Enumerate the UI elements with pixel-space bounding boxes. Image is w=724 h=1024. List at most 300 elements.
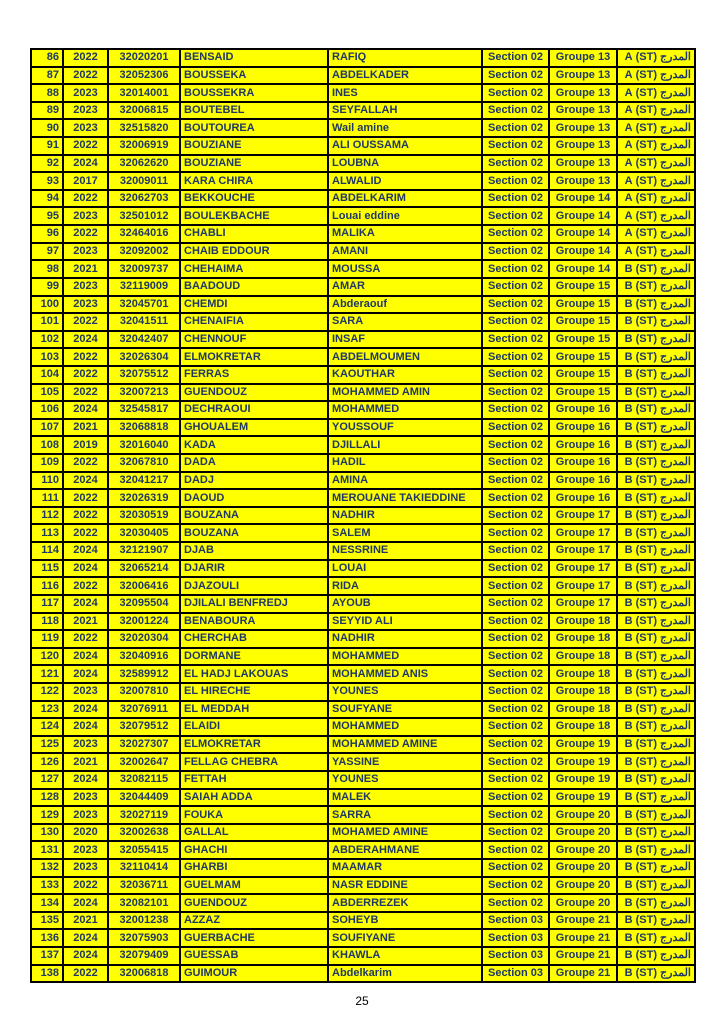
cell-section: Section 02 [482,84,549,102]
cell-section: Section 03 [482,912,549,930]
cell-groupe: Groupe 16 [549,401,617,419]
cell-firstname: YASSINE [328,753,482,771]
cell-surname: BOUZIANE [180,155,328,173]
cell-section: Section 02 [482,137,549,155]
cell-matricule: 32026304 [108,348,180,366]
table-row [31,384,695,402]
cell-amphi: المدرج (ST) B [617,313,695,331]
cell-amphi: المدرج (ST) B [617,789,695,807]
cell-matricule: 32095504 [108,595,180,613]
cell-num: 90 [31,119,63,137]
cell-groupe: Groupe 19 [549,736,617,754]
cell-year: 2020 [63,824,108,842]
cell-groupe: Groupe 15 [549,296,617,314]
cell-year: 2024 [63,894,108,912]
cell-num: 125 [31,736,63,754]
cell-section: Section 03 [482,929,549,947]
cell-firstname: NESSRINE [328,542,482,560]
cell-groupe: Groupe 17 [549,542,617,560]
table-row [31,701,695,719]
cell-num: 119 [31,630,63,648]
cell-groupe: Groupe 20 [549,859,617,877]
cell-num: 113 [31,524,63,542]
cell-year: 2023 [63,789,108,807]
cell-section: Section 02 [482,419,549,437]
cell-num: 99 [31,278,63,296]
cell-section: Section 02 [482,401,549,419]
cell-matricule: 32002647 [108,753,180,771]
cell-matricule: 32016040 [108,436,180,454]
cell-firstname: RIDA [328,577,482,595]
cell-groupe: Groupe 19 [549,771,617,789]
cell-firstname: HADIL [328,454,482,472]
cell-section: Section 02 [482,613,549,631]
table-row [31,560,695,578]
cell-groupe: Groupe 20 [549,841,617,859]
cell-firstname: KHAWLA [328,947,482,965]
cell-year: 2023 [63,296,108,314]
cell-firstname: MOHAMMED AMINE [328,736,482,754]
cell-year: 2024 [63,929,108,947]
cell-matricule: 32006818 [108,965,180,983]
cell-surname: GHARBI [180,859,328,877]
cell-surname: CHEHAIMA [180,260,328,278]
cell-surname: BOUZIANE [180,137,328,155]
cell-groupe: Groupe 21 [549,965,617,983]
cell-surname: DADA [180,454,328,472]
cell-year: 2017 [63,172,108,190]
cell-surname: BOUSSEKRA [180,84,328,102]
cell-surname: GUELMAM [180,877,328,895]
cell-surname: BOUZANA [180,524,328,542]
table-row [31,190,695,208]
cell-groupe: Groupe 18 [549,613,617,631]
cell-year: 2022 [63,507,108,525]
cell-groupe: Groupe 21 [549,912,617,930]
cell-amphi: المدرج (ST) B [617,665,695,683]
cell-amphi: المدرج (ST) B [617,753,695,771]
table-row [31,102,695,120]
table-row [31,172,695,190]
cell-matricule: 32121907 [108,542,180,560]
cell-section: Section 02 [482,806,549,824]
table-row [31,524,695,542]
cell-amphi: المدرج (ST) A [617,190,695,208]
cell-firstname: INSAF [328,331,482,349]
cell-year: 2022 [63,225,108,243]
cell-firstname: SARA [328,313,482,331]
cell-section: Section 02 [482,560,549,578]
cell-num: 136 [31,929,63,947]
cell-amphi: المدرج (ST) A [617,102,695,120]
table-row [31,771,695,789]
cell-year: 2022 [63,384,108,402]
cell-groupe: Groupe 19 [549,789,617,807]
cell-num: 102 [31,331,63,349]
cell-section: Section 02 [482,331,549,349]
cell-surname: GUENDOUZ [180,384,328,402]
table-row [31,577,695,595]
cell-year: 2023 [63,119,108,137]
cell-groupe: Groupe 18 [549,701,617,719]
table-row [31,296,695,314]
cell-surname: AZZAZ [180,912,328,930]
cell-firstname: ABDERAHMANE [328,841,482,859]
cell-matricule: 32006919 [108,137,180,155]
cell-num: 95 [31,207,63,225]
cell-amphi: المدرج (ST) B [617,894,695,912]
cell-section: Section 02 [482,789,549,807]
cell-section: Section 02 [482,278,549,296]
cell-num: 137 [31,947,63,965]
cell-groupe: Groupe 13 [549,172,617,190]
cell-amphi: المدرج (ST) B [617,929,695,947]
cell-num: 96 [31,225,63,243]
cell-num: 114 [31,542,63,560]
cell-num: 124 [31,718,63,736]
cell-surname: BOUTEBEL [180,102,328,120]
cell-amphi: المدرج (ST) B [617,736,695,754]
cell-groupe: Groupe 20 [549,894,617,912]
cell-num: 101 [31,313,63,331]
cell-surname: KADA [180,436,328,454]
cell-firstname: LOUAI [328,560,482,578]
cell-num: 104 [31,366,63,384]
cell-year: 2024 [63,331,108,349]
table-row [31,965,695,983]
cell-matricule: 32065214 [108,560,180,578]
cell-groupe: Groupe 14 [549,243,617,261]
table-row [31,753,695,771]
cell-groupe: Groupe 21 [549,947,617,965]
student-table-body [31,49,695,982]
cell-firstname: MOHAMMED [328,648,482,666]
cell-groupe: Groupe 13 [549,155,617,173]
cell-year: 2023 [63,859,108,877]
cell-num: 93 [31,172,63,190]
table-row [31,207,695,225]
cell-num: 88 [31,84,63,102]
cell-num: 133 [31,877,63,895]
cell-surname: EL HADJ LAKOUAS [180,665,328,683]
cell-matricule: 32006416 [108,577,180,595]
cell-groupe: Groupe 17 [549,507,617,525]
cell-firstname: ABDELMOUMEN [328,348,482,366]
cell-section: Section 02 [482,877,549,895]
cell-groupe: Groupe 13 [549,119,617,137]
table-row [31,67,695,85]
cell-num: 106 [31,401,63,419]
cell-section: Section 02 [482,718,549,736]
cell-firstname: MALEK [328,789,482,807]
cell-firstname: SARRA [328,806,482,824]
cell-year: 2024 [63,665,108,683]
cell-year: 2024 [63,648,108,666]
cell-amphi: المدرج (ST) B [617,630,695,648]
cell-num: 138 [31,965,63,983]
cell-num: 123 [31,701,63,719]
cell-surname: CHEMDI [180,296,328,314]
cell-section: Section 03 [482,965,549,983]
cell-matricule: 32027307 [108,736,180,754]
cell-amphi: المدرج (ST) B [617,348,695,366]
cell-matricule: 32075512 [108,366,180,384]
cell-amphi: المدرج (ST) B [617,278,695,296]
cell-groupe: Groupe 15 [549,366,617,384]
cell-amphi: المدرج (ST) B [617,472,695,490]
cell-firstname: ALWALID [328,172,482,190]
cell-surname: FETTAH [180,771,328,789]
cell-amphi: المدرج (ST) B [617,965,695,983]
cell-num: 91 [31,137,63,155]
table-row [31,401,695,419]
cell-groupe: Groupe 20 [549,877,617,895]
cell-section: Section 02 [482,225,549,243]
cell-num: 126 [31,753,63,771]
cell-groupe: Groupe 14 [549,260,617,278]
table-row [31,348,695,366]
cell-groupe: Groupe 21 [549,929,617,947]
cell-amphi: المدرج (ST) B [617,436,695,454]
cell-matricule: 32040916 [108,648,180,666]
cell-year: 2024 [63,155,108,173]
cell-amphi: المدرج (ST) A [617,172,695,190]
table-row [31,155,695,173]
cell-surname: DJILALI BENFREDJ [180,595,328,613]
cell-num: 127 [31,771,63,789]
cell-amphi: المدرج (ST) B [617,507,695,525]
table-row [31,278,695,296]
cell-year: 2024 [63,718,108,736]
cell-section: Section 02 [482,524,549,542]
cell-matricule: 32042407 [108,331,180,349]
cell-surname: BOUSSEKA [180,67,328,85]
table-row [31,859,695,877]
cell-matricule: 32009737 [108,260,180,278]
cell-amphi: المدرج (ST) B [617,595,695,613]
cell-surname: SAIAH ADDA [180,789,328,807]
cell-groupe: Groupe 15 [549,348,617,366]
cell-groupe: Groupe 14 [549,225,617,243]
cell-firstname: SOUFIYANE [328,929,482,947]
cell-num: 130 [31,824,63,842]
cell-firstname: YOUNES [328,771,482,789]
cell-surname: EL MEDDAH [180,701,328,719]
cell-section: Section 02 [482,172,549,190]
table-row [31,507,695,525]
cell-section: Section 02 [482,824,549,842]
cell-firstname: LOUBNA [328,155,482,173]
cell-section: Section 02 [482,648,549,666]
cell-num: 86 [31,49,63,67]
cell-amphi: المدرج (ST) A [617,119,695,137]
table-row [31,841,695,859]
cell-matricule: 32515820 [108,119,180,137]
cell-firstname: AMANI [328,243,482,261]
cell-year: 2022 [63,577,108,595]
cell-firstname: NADHIR [328,630,482,648]
table-row [31,630,695,648]
cell-section: Section 02 [482,577,549,595]
table-row [31,419,695,437]
cell-matricule: 32036711 [108,877,180,895]
cell-num: 121 [31,665,63,683]
table-row [31,789,695,807]
cell-matricule: 32075903 [108,929,180,947]
cell-groupe: Groupe 18 [549,630,617,648]
cell-firstname: MALIKA [328,225,482,243]
table-row [31,84,695,102]
cell-num: 87 [31,67,63,85]
cell-section: Section 02 [482,296,549,314]
cell-firstname: AMINA [328,472,482,490]
cell-matricule: 32092002 [108,243,180,261]
cell-num: 116 [31,577,63,595]
cell-matricule: 32068818 [108,419,180,437]
cell-firstname: SOHEYB [328,912,482,930]
table-row [31,736,695,754]
cell-section: Section 02 [482,454,549,472]
table-row [31,454,695,472]
cell-section: Section 02 [482,49,549,67]
cell-num: 122 [31,683,63,701]
cell-firstname: YOUNES [328,683,482,701]
table-row [31,665,695,683]
cell-year: 2023 [63,806,108,824]
cell-firstname: AMAR [328,278,482,296]
cell-num: 131 [31,841,63,859]
cell-num: 98 [31,260,63,278]
cell-amphi: المدرج (ST) B [617,331,695,349]
cell-matricule: 32589912 [108,665,180,683]
cell-matricule: 32014001 [108,84,180,102]
cell-matricule: 32001238 [108,912,180,930]
cell-amphi: المدرج (ST) B [617,877,695,895]
cell-surname: ELAIDI [180,718,328,736]
cell-amphi: المدرج (ST) B [617,771,695,789]
cell-groupe: Groupe 18 [549,683,617,701]
cell-year: 2023 [63,84,108,102]
table-row [31,313,695,331]
cell-matricule: 32082115 [108,771,180,789]
cell-year: 2024 [63,771,108,789]
cell-surname: ELMOKRETAR [180,736,328,754]
cell-section: Section 02 [482,507,549,525]
cell-amphi: المدرج (ST) B [617,841,695,859]
cell-section: Section 02 [482,155,549,173]
table-row [31,683,695,701]
cell-groupe: Groupe 17 [549,560,617,578]
cell-firstname: AYOUB [328,595,482,613]
cell-num: 107 [31,419,63,437]
cell-surname: BOUTOUREA [180,119,328,137]
table-row [31,331,695,349]
cell-groupe: Groupe 18 [549,665,617,683]
cell-matricule: 32007213 [108,384,180,402]
cell-section: Section 02 [482,313,549,331]
cell-amphi: المدرج (ST) A [617,137,695,155]
cell-matricule: 32030405 [108,524,180,542]
cell-num: 100 [31,296,63,314]
cell-surname: BAADOUD [180,278,328,296]
cell-surname: GUESSAB [180,947,328,965]
cell-matricule: 32026319 [108,489,180,507]
cell-firstname: MOUSSA [328,260,482,278]
cell-surname: GHACHI [180,841,328,859]
cell-surname: DECHRAOUI [180,401,328,419]
cell-groupe: Groupe 13 [549,84,617,102]
cell-section: Section 02 [482,542,549,560]
cell-year: 2022 [63,67,108,85]
cell-matricule: 32041511 [108,313,180,331]
cell-amphi: المدرج (ST) B [617,542,695,560]
cell-firstname: NADHIR [328,507,482,525]
cell-matricule: 32055415 [108,841,180,859]
cell-num: 108 [31,436,63,454]
cell-amphi: المدرج (ST) A [617,67,695,85]
cell-surname: CHENAIFIA [180,313,328,331]
cell-year: 2024 [63,472,108,490]
table-row [31,436,695,454]
cell-firstname: Wail amine [328,119,482,137]
cell-num: 92 [31,155,63,173]
cell-year: 2024 [63,595,108,613]
cell-num: 110 [31,472,63,490]
cell-year: 2021 [63,613,108,631]
cell-year: 2022 [63,877,108,895]
cell-amphi: المدرج (ST) B [617,806,695,824]
cell-amphi: المدرج (ST) A [617,155,695,173]
cell-surname: CHERCHAB [180,630,328,648]
cell-surname: GUIMOUR [180,965,328,983]
cell-amphi: المدرج (ST) B [617,366,695,384]
cell-year: 2023 [63,102,108,120]
cell-surname: CHAIB EDDOUR [180,243,328,261]
cell-groupe: Groupe 20 [549,806,617,824]
cell-groupe: Groupe 17 [549,524,617,542]
cell-firstname: ABDELKARIM [328,190,482,208]
cell-firstname: SOUFYANE [328,701,482,719]
cell-surname: BOUZANA [180,507,328,525]
cell-amphi: المدرج (ST) A [617,225,695,243]
cell-num: 120 [31,648,63,666]
cell-section: Section 02 [482,683,549,701]
cell-firstname: YOUSSOUF [328,419,482,437]
cell-surname: DAOUD [180,489,328,507]
cell-surname: FELLAG CHEBRA [180,753,328,771]
cell-firstname: SEYYID ALI [328,613,482,631]
cell-matricule: 32052306 [108,67,180,85]
cell-surname: FERRAS [180,366,328,384]
cell-matricule: 32079512 [108,718,180,736]
cell-year: 2024 [63,947,108,965]
cell-firstname: Louai eddine [328,207,482,225]
cell-num: 105 [31,384,63,402]
cell-groupe: Groupe 18 [549,718,617,736]
cell-amphi: المدرج (ST) B [617,577,695,595]
cell-groupe: Groupe 16 [549,454,617,472]
cell-num: 115 [31,560,63,578]
cell-groupe: Groupe 18 [549,648,617,666]
cell-groupe: Groupe 20 [549,824,617,842]
cell-amphi: المدرج (ST) B [617,718,695,736]
cell-matricule: 32044409 [108,789,180,807]
cell-firstname: MEROUANE TAKIEDDINE [328,489,482,507]
cell-matricule: 32002638 [108,824,180,842]
cell-matricule: 32001224 [108,613,180,631]
cell-groupe: Groupe 13 [549,67,617,85]
cell-amphi: المدرج (ST) B [617,947,695,965]
